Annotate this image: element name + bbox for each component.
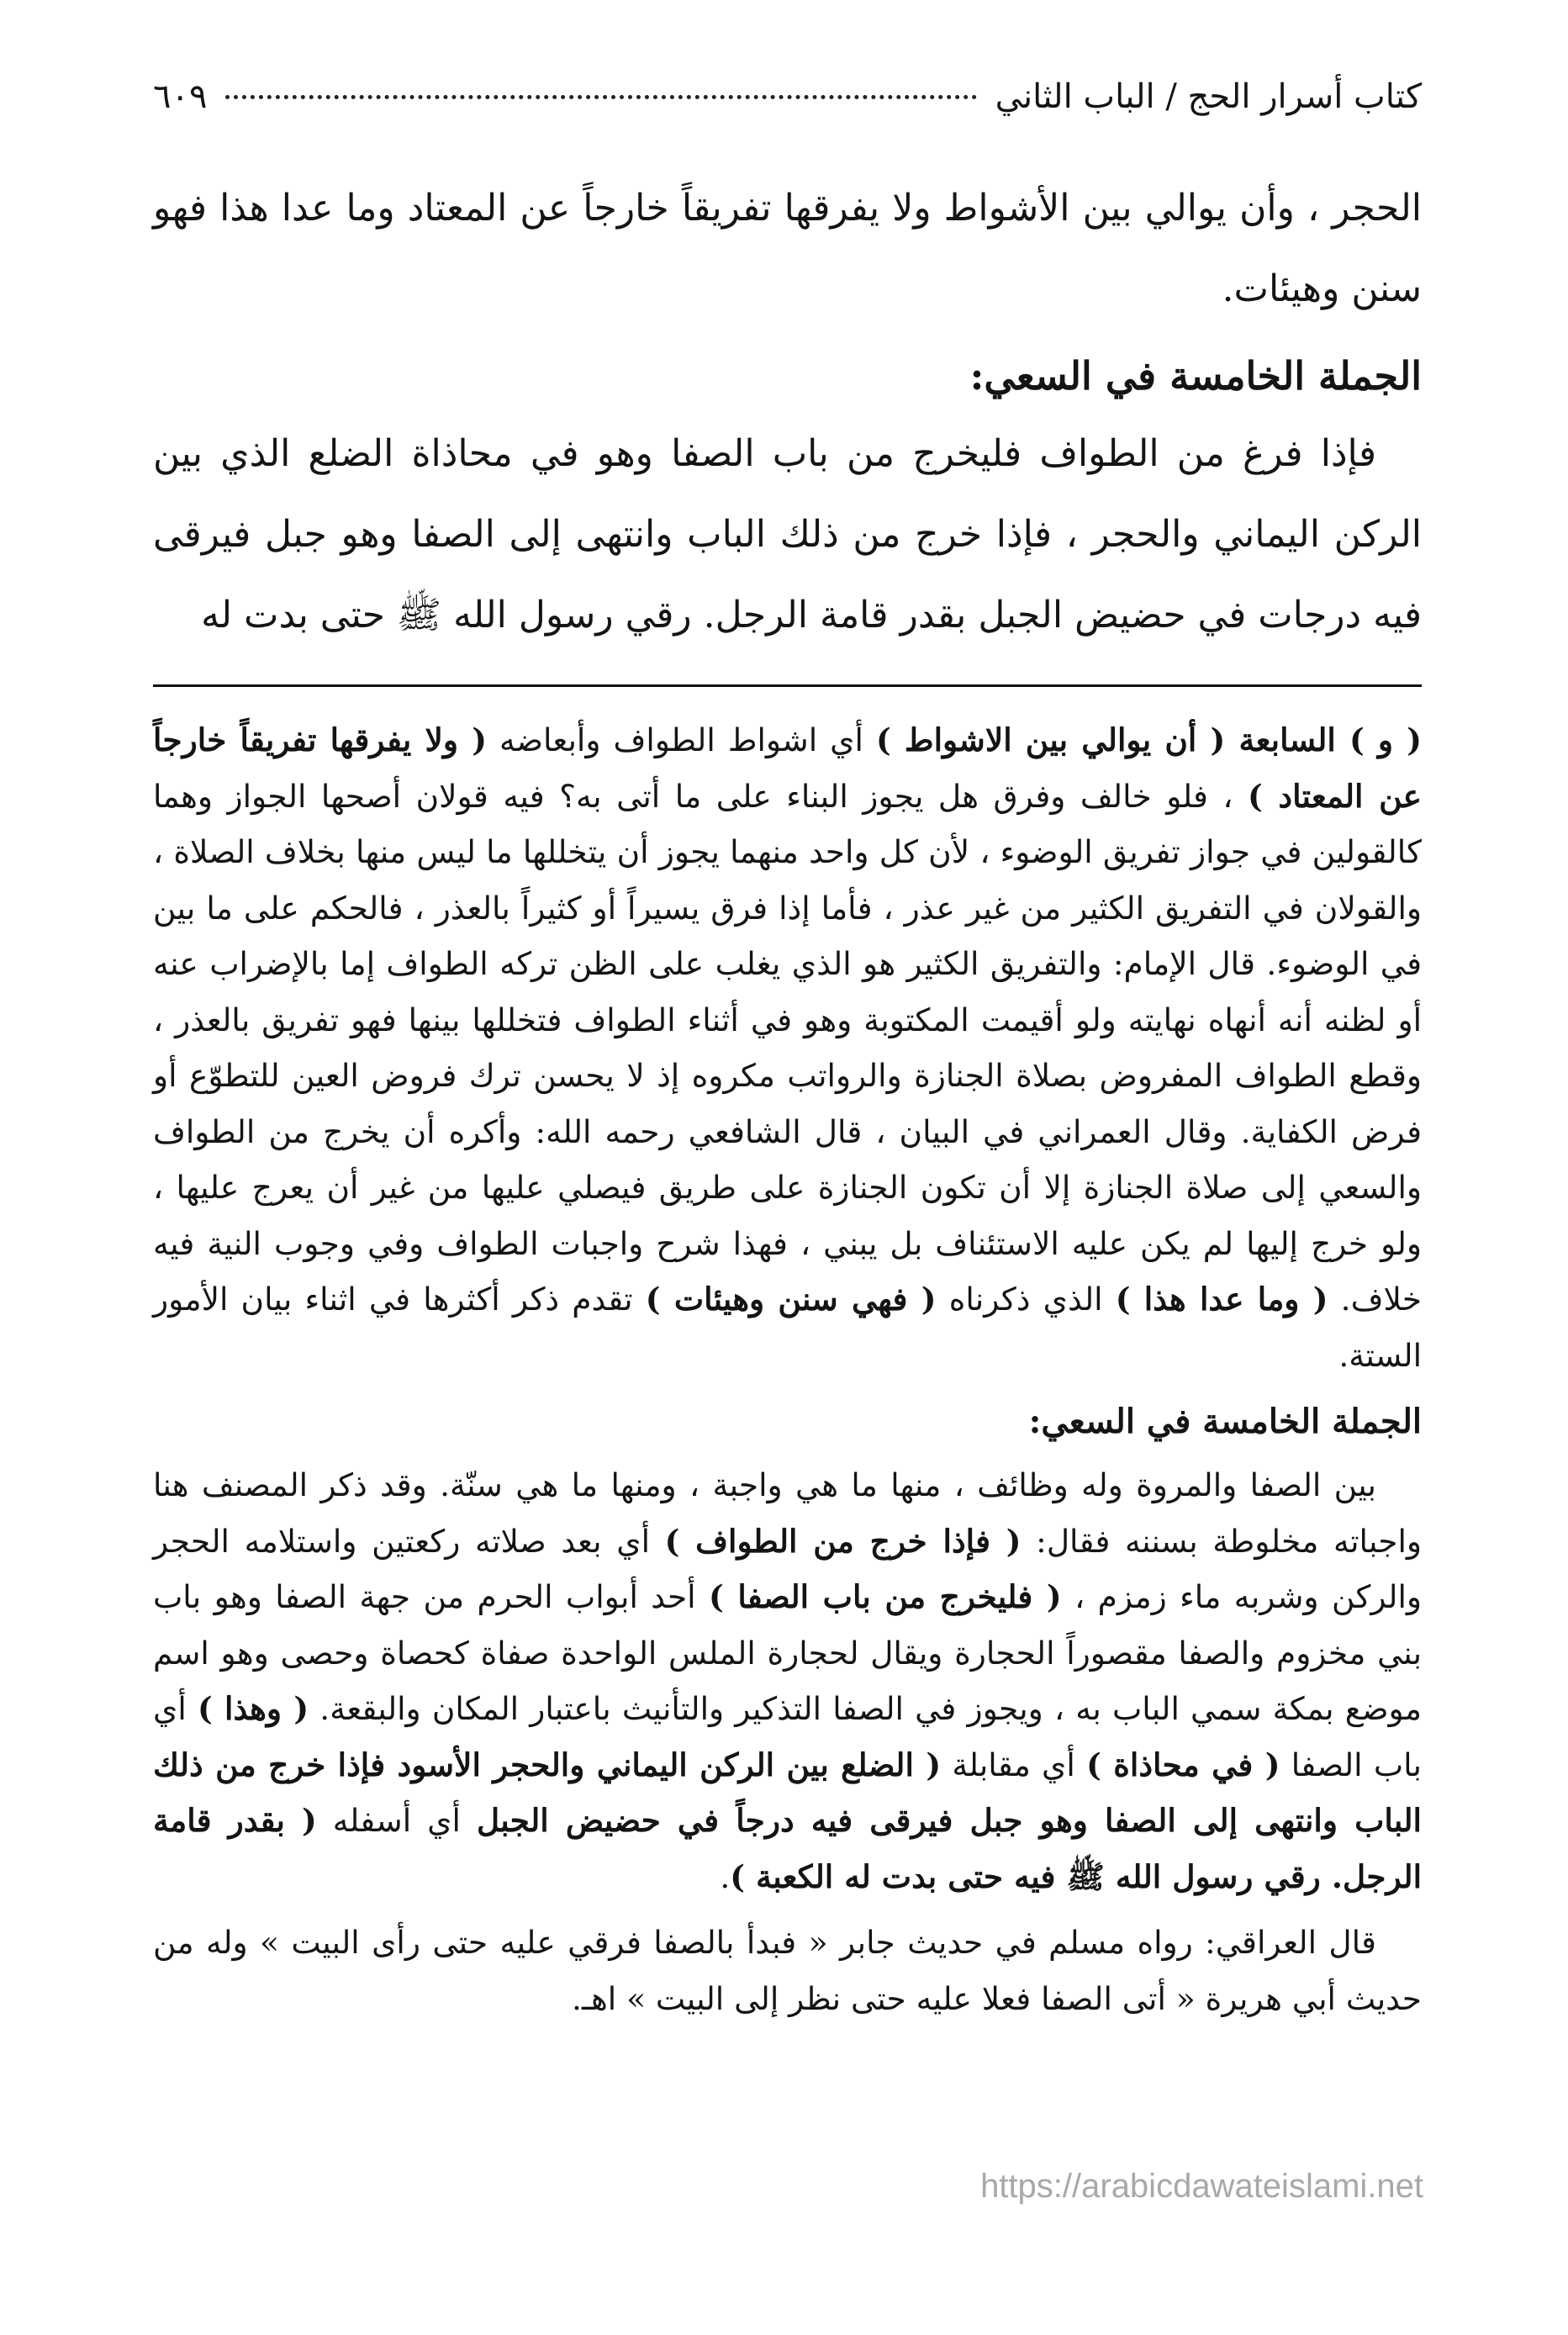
bold-text-segment: ( وهذا ) — [197, 1690, 309, 1727]
book-page — [153, 77, 1422, 2026]
bold-text-segment: ( ولا يفرقها تفريقاً خارجاً عن المعتاد ) — [153, 721, 1422, 815]
bold-text-segment: ( و ) السابعة — [1225, 721, 1422, 758]
commentary-text — [153, 712, 1422, 2026]
page-number: ٦٠٩ — [153, 77, 208, 116]
commentary-section-heading: الجملة الخامسة في السعي: — [1028, 1402, 1422, 1441]
main-paragraph-2: فإذا فرغ من الطواف فليخرج من باب الصفا وهو في محاذاة الضلع الذي بين الركن اليماني والحجر ، فإذا خرج من ذلك الباب وانتهى إلى الصفا وهو جبل فيرقى فيه درجات في حضيض الجبل بقدر قامة الرجل. رقي رسول الله ﷺ حتى بدت له — [153, 432, 1422, 637]
text-segment: أي أسفله — [316, 1802, 477, 1839]
main-text — [153, 168, 1422, 656]
running-title: كتاب أسرار الحج / الباب الثاني — [995, 77, 1422, 116]
bold-text-segment: ( أن يوالي بين الاشواط ) — [876, 721, 1226, 758]
text-segment: أي مقابلة — [941, 1746, 1087, 1783]
text-segment: أحد أبواب الحرم من جهة الصفا وهو باب بني مخزوم والصفا مقصوراً الحجارة ويقال لحجارة الملس الواحدة صفاة كحصاة وحصى وهو اسم موضع بمكة سمي الباب به ، ويجوز في الصفا التذكير والتأنيث باعتبار المكان والبقعة. — [153, 1578, 1422, 1727]
text-segment: أي اشواط الطواف وأبعاضه — [486, 721, 876, 758]
footnote-divider — [153, 684, 1422, 687]
text-segment: أي بعد صلاته ركعتين واستلامه الحجر والركن وشربه ماء زمزم ، — [153, 1522, 1422, 1615]
text-segment: أي باب الصفا — [153, 1690, 1422, 1783]
bold-text-segment: ( الضلع بين الركن اليماني والحجر الأسود فإذا خرج من ذلك الباب وانتهى إلى الصفا وهو جبل فيرقى فيه درجاً في حضيض الجبل — [153, 1746, 1422, 1839]
commentary-paragraph-1 — [153, 712, 1422, 1383]
main-paragraph-1: الحجر ، وأن يوالي بين الأشواط ولا يفرقها تفريقاً خارجاً عن المعتاد وما عدا هذا فهو سنن وهيئات. — [153, 187, 1422, 310]
text-segment: ، فلو خالف وفرق هل يجوز البناء على ما أتى به؟ فيه قولان أصحها الجواز وهما كالقولين في جواز تفريق الوضوء ، لأن كل واحد منهما يجوز أن يتخللها ما ليس منها بخلاف الصلاة ، والقولان في التفريق الكثير من غير عذر ، فأما إذا فرق يسيراً أو كثيراً بالعذر ، فالحكم على ما بين في الوضوء. قال الإمام: والتفريق الكثير هو الذي يغلب على الظن تركه الطواف إما بالإضراب عنه أو لظنه أنه أنهاه نهايته ولو أقيمت المكتوبة وهو في أثناء الطواف فتخللها بينها فهو تفريق بالعذر ، وقطع الطواف المفروض بصلاة الجنازة والرواتب مكروه إذ لا يحسن ترك فروض العين للتطوّع أو فرض الكفاية. وقال العمراني في البيان ، قال الشافعي رحمه الله: وأكره أن يخرج من الطواف والسعي إلى صلاة الجنازة إلا أن تكون الجنازة على طريق فيصلي عليها من غير أن يعرج عليها ، ولو خرج إليها لم يكن عليه الاستئناف بل يبني ، فهذا شرح واجبات الطواف وفي وجوب النية فيه خلاف. — [153, 777, 1422, 1318]
dotted-leader — [225, 95, 976, 99]
bold-text-segment: ( وما عدا هذا ) — [1115, 1281, 1328, 1318]
text-segment: الذي ذكرناه — [936, 1281, 1116, 1318]
main-section-heading: الجملة الخامسة في السعي: — [969, 353, 1422, 399]
text-segment: بين الصفا والمروة وله وظائف ، منها ما هي واجبة ، ومنها ما هي سنّة. وقد ذكر المصنف هنا واجباته مخلوطة بسننه فقال: — [153, 1466, 1422, 1560]
text-segment: تقدم ذكر أكثرها في اثناء بيان الأمور الستة. — [153, 1281, 1422, 1374]
text-segment: . — [720, 1857, 731, 1895]
bold-text-segment: ( فإذا خرج من الطواف ) — [664, 1522, 1022, 1560]
commentary-paragraph-3: قال العراقي: رواه مسلم في حديث جابر « فبدأ بالصفا فرقي عليه حتى رأى البيت » وله من حديث أبي هريرة « أتى الصفا فعلا عليه حتى نظر إلى البيت » اهـ. — [153, 1924, 1422, 2017]
running-header — [153, 77, 1422, 136]
bold-text-segment: ( في محاذاة ) — [1086, 1746, 1280, 1783]
watermark-url: https://arabicdawateislami.net — [980, 2168, 1423, 2205]
bold-text-segment: ( فليخرج من باب الصفا ) — [709, 1578, 1062, 1615]
commentary-paragraph-2 — [153, 1457, 1422, 1904]
bold-text-segment: ( فهي سنن وهيئات ) — [645, 1281, 937, 1318]
bold-text-segment: ( بقدر قامة الرجل. رقي رسول الله ﷺ فيه حتى بدت له الكعبة ) — [153, 1802, 1422, 1895]
